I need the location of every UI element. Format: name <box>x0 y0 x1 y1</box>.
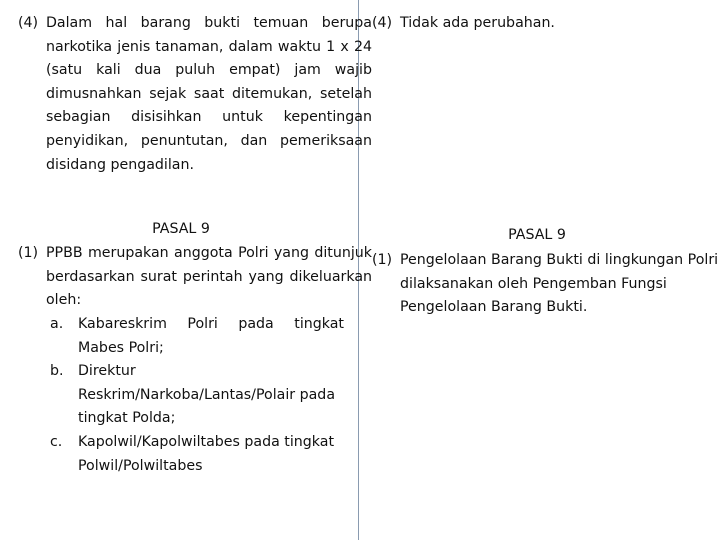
subitem-letter: b. <box>50 363 64 380</box>
subitem-text: Kabareskrim Polri pada tingkat Mabes Polri; <box>78 316 344 356</box>
left-subitem-list <box>18 313 344 478</box>
left-pasal-heading: PASAL 9 <box>152 221 210 237</box>
subitem-text: Kapolwil/Kapolwiltabes pada tingkat Polwil/Polwiltabes <box>78 433 335 474</box>
right-pasal-heading: PASAL 9 <box>508 227 566 243</box>
subitem-letter: a. <box>50 316 64 332</box>
subitem-text: Direktur Reskrim/Narkoba/Lantas/Polair pada tingkat Polda; <box>78 363 336 427</box>
right-item-4-text: Tidak ada perubahan. <box>400 15 555 31</box>
right-item-1 <box>372 249 720 320</box>
right-item-4-number: (4) <box>372 15 393 31</box>
left-subitem-b <box>18 360 344 431</box>
left-item-1-number: (1) <box>18 245 39 261</box>
right-item-1-number: (1) <box>372 252 393 268</box>
left-item-4-text: Dalam hal barang bukti temuan berupa narkotika jenis tanaman, dalam waktu 1 x 24 (satu kali dua puluh empat) jam wajib dimusnahkan sejak saat ditemukan, setelah sebagian disisihkan untuk kepentingan penyidikan, penuntutan, dan pemeriksaan disidang pengadilan. <box>46 15 372 173</box>
right-item-1-text: Pengelolaan Barang Bukti di lingkungan Polri dilaksanakan oleh Pengemban Fungsi Pengelolaan Barang Bukti. <box>400 252 719 316</box>
subitem-letter: c. <box>50 433 63 450</box>
left-subitem-c <box>18 431 344 478</box>
right-item-4 <box>372 12 720 36</box>
left-item-4-number: (4) <box>18 15 39 31</box>
left-item-1 <box>18 242 372 313</box>
left-subitem-a <box>18 313 344 360</box>
left-item-1-text: PPBB merupakan anggota Polri yang ditunjuk berdasarkan surat perintah yang dikeluarkan oleh: <box>46 245 372 309</box>
left-item-4 <box>18 12 372 177</box>
